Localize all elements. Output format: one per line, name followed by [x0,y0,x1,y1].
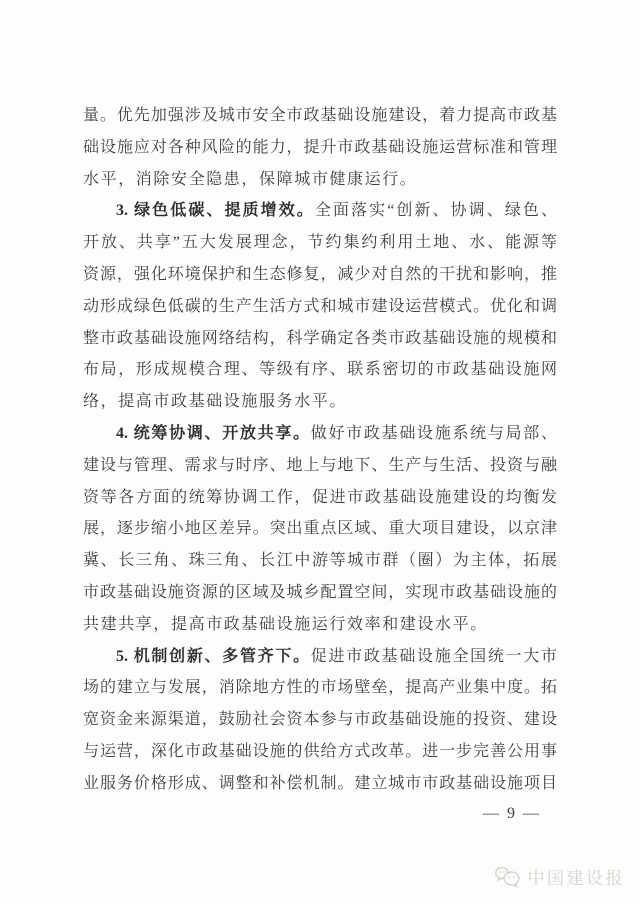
line-heading: 4. 统筹协调、开放共享。 [116,424,311,442]
line-heading: 3. 绿色低碳、提质增效。 [116,202,315,220]
line-heading: 5. 机制创新、多管齐下。 [116,647,311,665]
text-line: 市政基础设施资源的区域及城乡配置空间，实现市政基础设施的 [83,583,557,601]
text-line: 量。优先加强涉及城市安全市政基础设施建设，着力提高市政基 [83,107,557,124]
text-line: 整市政基础设施网络结构，科学确定各类市政基础设施的规模和 [83,329,557,347]
text-line: 动形成绿色低碳的生产生活方式和城市建设运营模式。优化和调 [83,297,557,315]
text-line: 4. 统筹协调、开放共享。做好市政基础设施系统与局部、 [116,424,557,442]
text-line: 资源，强化环境保护和生态修复，减少对自然的干扰和影响，推 [83,265,557,283]
text-line: 冀、长三角、珠三角、长江中游等城市群（圈）为主体，拓展 [83,552,557,570]
text-line: 场的建立与发展，消除地方性的市场壁垒，提高产业集中度。拓 [83,679,557,697]
text-line: 业服务价格形成、调整和补偿机制。建立城市市政基础设施项目 [83,774,557,792]
text-block [83,100,557,800]
text-line: 共建共享，提高市政基础设施运行效率和建设水平。 [83,615,488,633]
text-line: 布局，形成规模合理、等级有序、联系密切的市政基础设施网 [83,361,557,379]
watermark [494,864,626,889]
page-number: — 9 — [483,805,541,822]
text-line: 5. 机制创新、多管齐下。促进市政基础设施全国统一大市 [116,647,557,665]
text-line: 3. 绿色低碳、提质增效。全面落实“创新、协调、绿色、 [116,202,557,220]
watermark-label: 中国建设报 [527,869,625,888]
text-line: 宽资金来源渠道，鼓励社会资本参与市政基础设施的投资、建设 [83,711,557,729]
text-line: 与运营，深化市政基础设施的供给方式改革。进一步完善公用事 [83,742,557,760]
text-line: 开放、共享”五大发展理念，节约集约利用土地、水、能源等 [83,234,557,252]
text-line: 展，逐步缩小地区差异。突出重点区域、重大项目建设，以京津 [83,520,557,538]
text-line: 资等各方面的统筹协调工作，促进市政基础设施建设的均衡发 [83,488,557,506]
text-line: 建设与管理、需求与时序、地上与地下、生产与生活、投资与融 [83,456,557,474]
wechat-icon [494,865,521,889]
text-line: 络，提高市政基础设施服务水平。 [83,393,348,411]
text-line: 础设施应对各种风险的能力，提升市政基础设施运营标准和管理 [83,138,557,156]
text-line: 水平，消除安全隐患，保障城市健康运行。 [83,170,418,188]
